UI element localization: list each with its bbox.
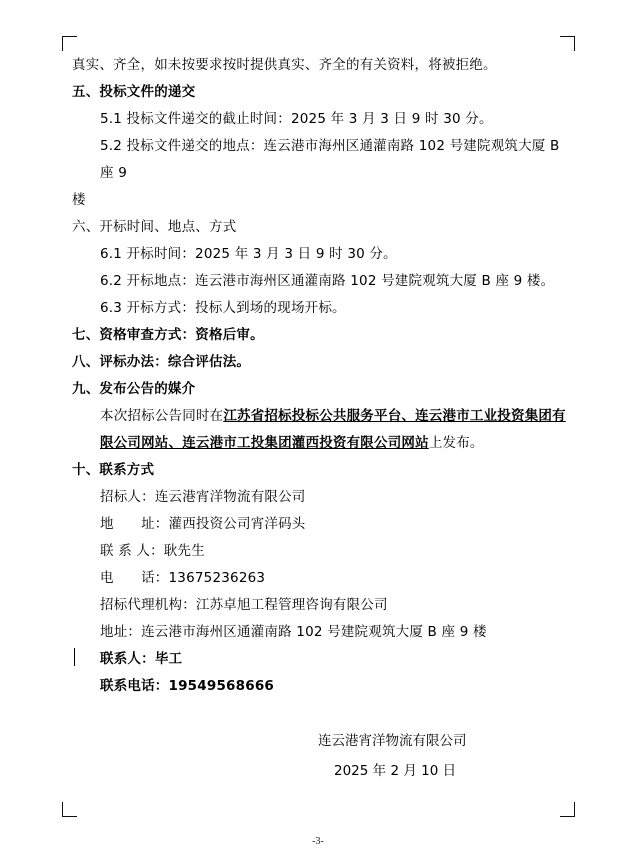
media-suffix: 上发布。 xyxy=(428,435,484,451)
clause-6-2: 6.2 开标地点：连云港市海州区通灌南路 102 号建院观筑大厦 B 座 9 楼。 xyxy=(100,273,555,289)
section-heading-five: 五、投标文件的递交 xyxy=(72,84,196,100)
contact-value: 连云港市海州区通灌南路 102 号建院观筑大厦 B 座 9 楼 xyxy=(141,624,487,640)
contact-row xyxy=(72,511,566,538)
crop-mark-bottom-left xyxy=(62,802,77,817)
crop-mark-top-left xyxy=(62,36,77,51)
document-body xyxy=(72,52,566,786)
contact-value: 毕工 xyxy=(154,651,183,667)
contact-value: 连云港宵洋物流有限公司 xyxy=(154,489,306,505)
section-heading-nine: 九、发布公告的媒介 xyxy=(72,381,196,397)
crop-mark-bottom-right xyxy=(560,802,575,817)
contact-row xyxy=(72,619,566,646)
paragraph-continuation: 真实、齐全，如未按要求按时提供真实、齐全的有关资料，将被拒绝。 xyxy=(72,57,497,73)
contact-row xyxy=(72,592,566,619)
signature-line: 连云港宵洋物流有限公司 xyxy=(318,733,467,749)
clause-6-1: 6.1 开标时间：2025 年 3 月 3 日 9 时 30 分。 xyxy=(100,246,397,262)
clause-6-3: 6.3 开标方式：投标人到场的现场开标。 xyxy=(100,300,346,316)
contact-label: 招标人： xyxy=(100,489,155,505)
contact-row xyxy=(72,538,566,565)
section-heading-eight: 八、评标办法：综合评估法。 xyxy=(72,354,251,370)
contact-value: 江苏卓旭工程管理咨询有限公司 xyxy=(195,597,388,613)
contact-label: 联 系 人： xyxy=(100,543,164,559)
media-paragraph xyxy=(72,403,566,457)
contact-label: 联系人： xyxy=(100,651,155,667)
clause-5-2: 5.2 投标文件递交的地点：连云港市海州区通灌南路 102 号建院观筑大厦 B 座 9 xyxy=(100,138,564,181)
contact-label: 联系电话： xyxy=(100,678,169,694)
contact-value: 灌西投资公司宵洋码头 xyxy=(168,516,306,532)
page-number: -3- xyxy=(312,836,324,847)
section-heading-six: 六、开标时间、地点、方式 xyxy=(72,219,237,235)
clause-5-2-wrap: 楼 xyxy=(72,192,86,208)
contact-label: 电 话： xyxy=(100,570,169,586)
contact-row xyxy=(72,646,566,673)
clause-5-1: 5.1 投标文件递交的截止时间：2025 年 3 月 3 日 9 时 30 分。 xyxy=(100,111,493,127)
media-prefix: 本次招标公告同时在 xyxy=(100,408,224,424)
contact-row xyxy=(72,484,566,511)
contact-label: 地 址： xyxy=(100,516,169,532)
contact-value: 19549568666 xyxy=(168,678,275,694)
contact-row xyxy=(72,565,566,592)
text-cursor xyxy=(74,648,75,666)
signature-date: 2025 年 2 月 10 日 xyxy=(334,763,457,779)
crop-mark-top-right xyxy=(560,36,575,51)
section-heading-seven: 七、资格审查方式：资格后审。 xyxy=(72,327,264,343)
contact-value: 13675236263 xyxy=(168,570,266,586)
contact-label: 招标代理机构： xyxy=(100,597,196,613)
contact-row xyxy=(72,673,566,700)
section-heading-ten: 十、联系方式 xyxy=(72,462,155,478)
contact-label: 地址： xyxy=(100,624,142,640)
media-highlight: 江苏省招标投标公共服务平台、连云港市工业投资集团有限公司网站、连云港市工投集团灌西投资有限公司网站 xyxy=(100,408,566,451)
contact-value: 耿先生 xyxy=(163,543,205,559)
